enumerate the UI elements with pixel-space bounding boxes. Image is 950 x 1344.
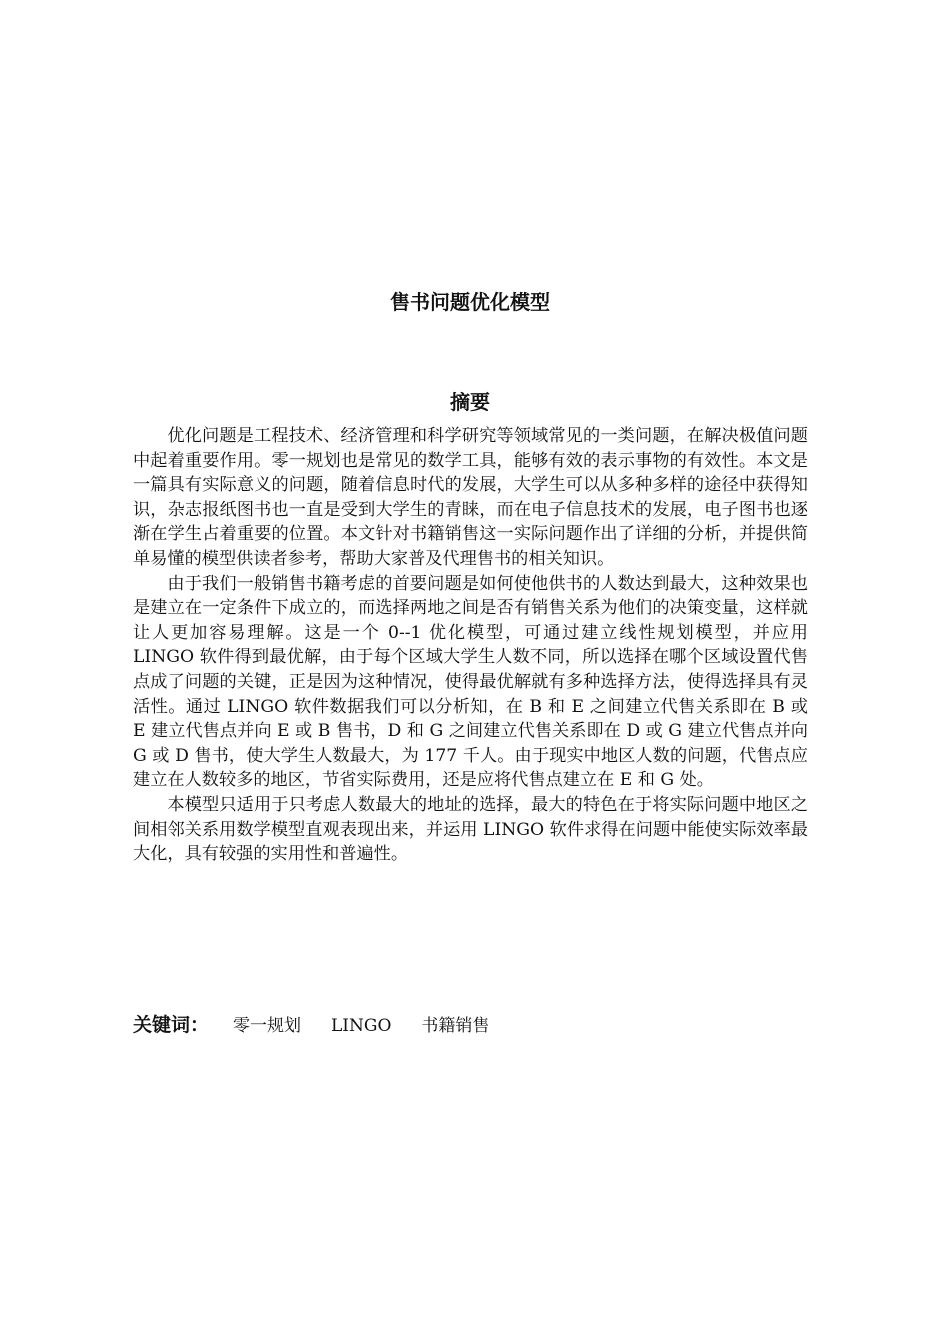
keyword-item: LINGO [331, 1016, 392, 1036]
abstract-paragraph-3: 本模型只适用于只考虑人数最大的地址的选择，最大的特色在于将实际问题中地区之间相邻关系用数学模型直观表现出来，并运用 LINGO 软件求得在问题中能使实际效率最大化，具有较强的实用性和普遍性。 [133, 794, 808, 865]
abstract-paragraph-1: 优化问题是工程技术、经济管理和科学研究等领域常见的一类问题，在解决极值问题中起着重要作用。零一规划也是常见的数学工具，能够有效的表示事物的有效性。本文是一篇具有实际意义的问题，随着信息时代的发展，大学生可以从多种多样的途径中获得知识，杂志报纸图书也一直是受到大学生的青睐，而在电子信息技术的发展，电子图书也逐渐在学生占着重要的位置。本文针对书籍销售这一实际问题作出了详细的分析，并提供简单易懂的模型供读者参考，帮助大家普及代理售书的相关知识。 [133, 426, 808, 569]
abstract-paragraph-2: 由于我们一般销售书籍考虑的首要问题是如何使他供书的人数达到最大，这种效果也是建立在一定条件下成立的，而选择两地之间是否有销售关系为他们的决策变量，这样就让人更加容易理解。这是一个 0--1 优化模型，可通过建立线性规划模型，并应用 LINGO 软件得到最优解，由于每个区域大学生人数不同，所以选择在哪个区域设置代售点成了问题的关键，正是因为这种情况，使得最优解就有多种选择方法，使得选择具有灵活性。通过 LINGO 软件数据我们可以分析知，在 B 和 E 之间建立代售关系即在 B 或 E 建立代售点并向 E 或 B 售书，D 和 G 之间建立代售关系即在 D 或 G 建立代售点并向 G 或 D 售书，使大学生人数最大，为 177 千人。由于现实中地区人数的问题，代售点应建立在人数较多的地区，节省实际费用，还是应将代售点建立在 E 和 G 处。 [133, 573, 808, 791]
keywords-label: 关键词： [133, 1014, 210, 1036]
keyword-item: 零一规划 [233, 1016, 302, 1036]
keyword-item: 书籍销售 [421, 1016, 490, 1036]
keywords-line [133, 1010, 813, 1037]
abstract-heading: 摘要 [450, 390, 490, 414]
paper-title: 售书问题优化模型 [390, 290, 550, 314]
abstract-body [133, 424, 808, 867]
